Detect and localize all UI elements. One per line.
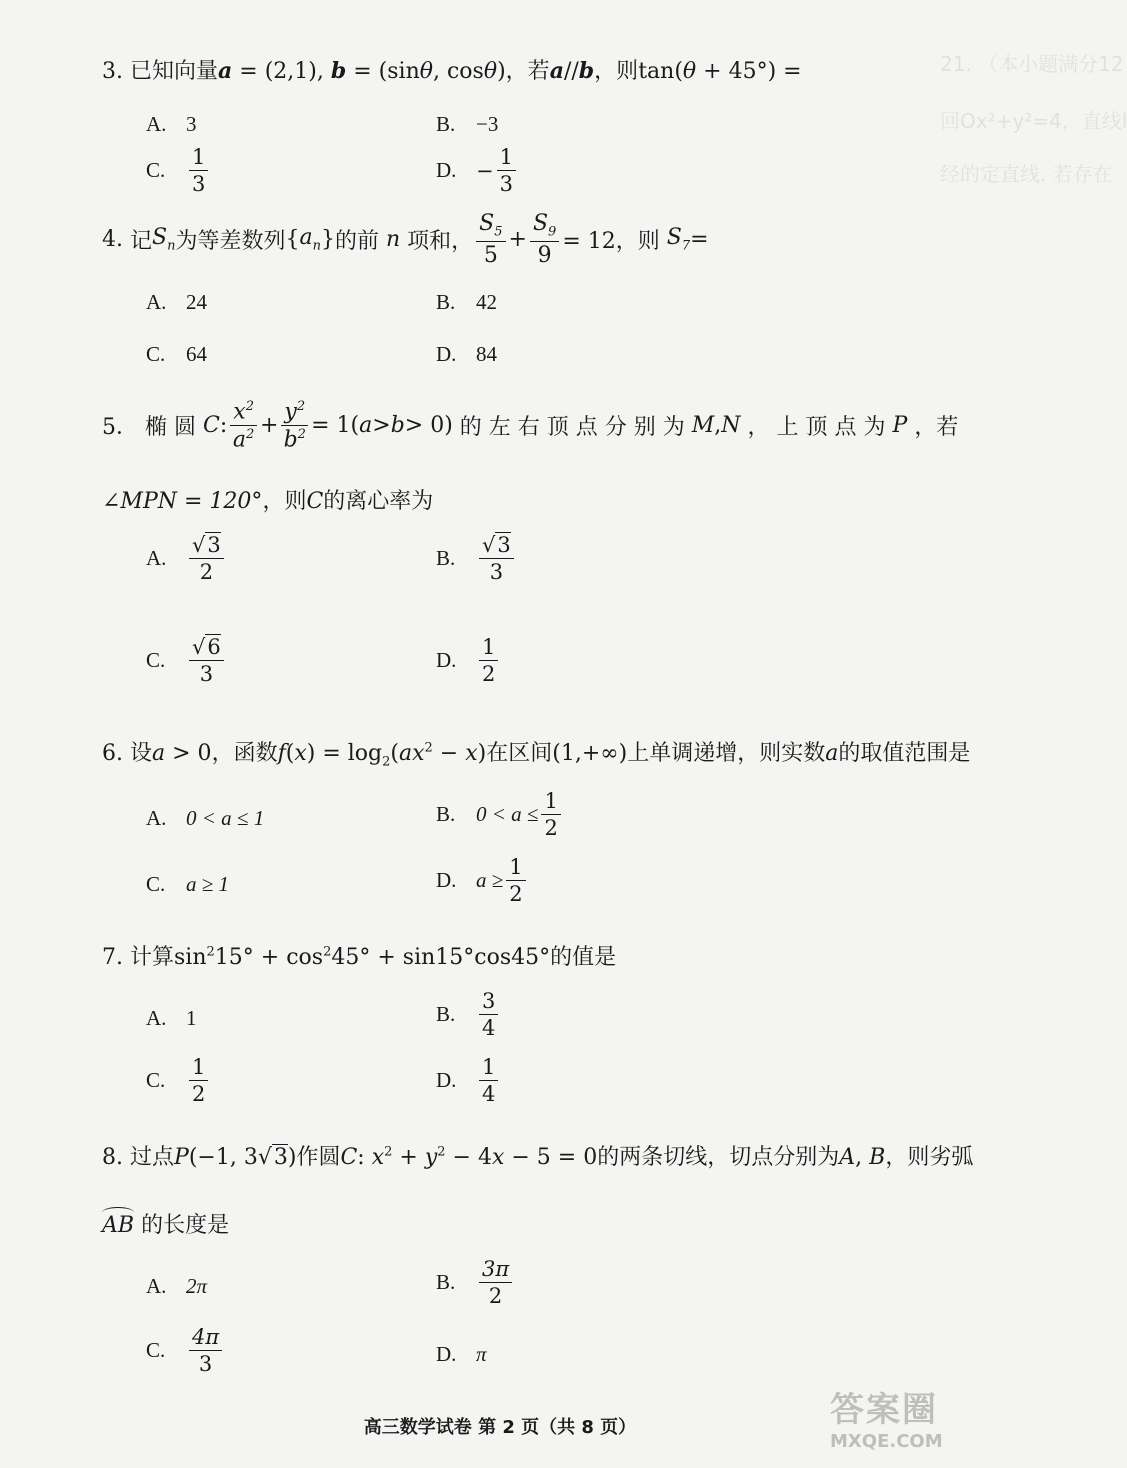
q7-option-d: D. $\frac{1}{4}$ [436,1056,501,1105]
q8-option-a: A. 2π [146,1274,208,1298]
question-3: 3. 已知向量a = (2,1), b = (sinθ, cosθ)，若a//b，则tan(θ + 45°) = [102,58,802,84]
ghost-text-1: 21. （本小题满分12 [940,52,1124,76]
question-6: 6. 设a > 0，函数$f(x) = \log_2(ax^2 - x)$在区间(1,+∞)上单调递增，则实数a的取值范围是 [102,740,971,770]
q4-option-b: B. 42 [436,290,497,314]
q8-option-b: B. $\frac{3\pi}{2}$ [436,1258,515,1307]
question-7: 7. 计算$\sin^215^\circ + \cos^245^\circ + \sin 15^\circ\cos 45^\circ$的值是 [102,944,617,970]
q6-option-c: C. a ≥ 1 [146,872,230,896]
q8-option-d: D. π [436,1342,487,1366]
q6-option-d: D. a ≥ $\frac{1}{2}$ [436,856,529,905]
question-4: 4. 记 $S_n$ 为等差数列 { $a_n$ } 的前 n 项和， $\frac{S_5}{5}$ + $\frac{S_9}{9}$ = 12，则 $S_7$ = [102,211,709,269]
q3-option-d: D. − $\frac{1}{3}$ [436,146,519,195]
q3-option-b: B. −3 [436,112,499,136]
q7-option-b: B. $\frac{3}{4}$ [436,990,501,1039]
q5-option-c: C. $\frac{√6}{3}$ [146,636,227,685]
q3-option-a: A. 3 [146,112,197,136]
question-5: 5． 椭 圆 C : $\frac{x^2}{a^2}$ + $\frac{y^2}{b^2}$ = 1( a > b > 0) 的 左 右 顶 点 分 别 为 M , N ， 上 顶 点 为 P ，若 [102,399,959,453]
arc-ab: AB [102,1213,135,1238]
q6-option-b: B. 0 < a ≤ $\frac{1}{2}$ [436,790,564,839]
q5-option-a: A. $\frac{√3}{2}$ [146,534,227,583]
question-8-line-2: AB 的长度是 [102,1213,230,1238]
q6-option-a: A. 0 < a ≤ 1 [146,806,265,830]
ghost-text-3: 经的定直线. 若存在 [940,162,1113,186]
q5-option-b: B. $\frac{√3}{3}$ [436,534,517,583]
q4-option-a: A. 24 [146,290,207,314]
q8-option-c: C. $\frac{4\pi}{3}$ [146,1326,225,1375]
q4-option-d: D. 84 [436,342,497,366]
q7-option-c: C. $\frac{1}{2}$ [146,1056,211,1105]
q4-option-c: C. 64 [146,342,207,366]
page-footer: 高三数学试卷 第 2 页（共 8 页） [363,1417,637,1438]
question-5-line-2: ∠MPN = 120°，则C的离心率为 [102,489,434,514]
q3-option-c: C. $\frac{1}{3}$ [146,146,211,195]
q5-option-d: D. $\frac{1}{2}$ [436,636,501,685]
q7-option-a: A. 1 [146,1006,197,1030]
ghost-text-2: 回Ox²+y²=4，直线l [940,109,1127,133]
question-8: 8. 过点P(−1, 3√3)作圆C: $x^2 + y^2 - 4x - 5 = 0$的两条切线，切点分别为A, B，则劣弧 [102,1144,974,1170]
watermark-logo: 答案圈 MXQE.COM [830,1390,943,1452]
